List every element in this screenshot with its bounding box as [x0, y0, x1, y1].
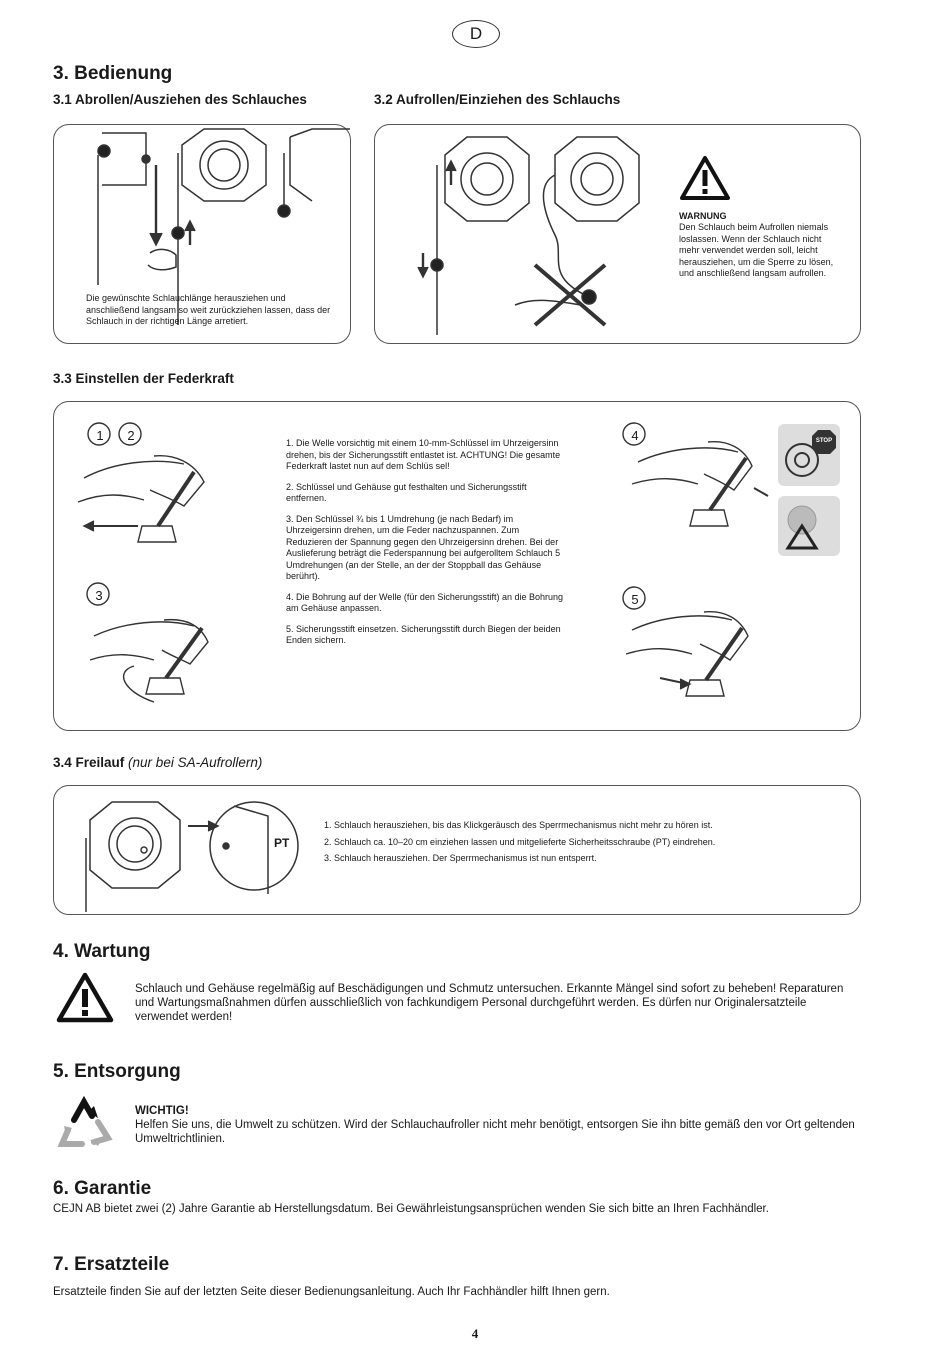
pt-label: PT: [274, 836, 290, 850]
section-5-title: 5. Entsorgung: [53, 1061, 181, 1082]
warning-text: Den Schlauch beim Aufrollen niemals loslassen. Wenn der Schlauch nicht mehr verwendet werden soll, leicht herausziehen, um die Sperre zu lösen, und anschließend langsam aufrollen.: [679, 222, 834, 279]
stop-label: STOP: [815, 438, 833, 444]
warning-title: WARNUNG: [679, 211, 727, 221]
spring-tension-panel: [53, 401, 861, 731]
unroll-caption: Die gewünschte Schlauchlänge herausziehen und anschließend langsam so weit zurückziehen lassen, dass der Schlauch in der richtigen Länge arretiert.: [86, 293, 331, 326]
section-4-title: 4. Wartung: [53, 941, 151, 962]
section-3-4-note: (nur bei SA-Aufrollern): [128, 755, 263, 770]
freewheel-step-1: 1. Schlauch herausziehen, bis das Klickgeräusch des Sperrmechanismus nicht mehr zu hören ist.: [324, 820, 713, 830]
warning-triangle-icon: [679, 155, 731, 201]
spring-step-2: 2. Schlüssel und Gehäuse gut festhalten und Sicherungsstift entfernen.: [286, 481, 527, 503]
spare-parts-text: Ersatzteile finden Sie auf der letzten Seite dieser Bedienungsanleitung. Auch Ihr Fachhändler hilft Ihnen gern.: [53, 1286, 610, 1298]
language-badge: D: [452, 20, 500, 48]
section-7-title: 7. Ersatzteile: [53, 1254, 170, 1275]
step-label-2: 2: [127, 428, 135, 443]
important-label: WICHTIG!: [135, 1105, 189, 1117]
section-3-2-title: 3.2 Aufrollen/Einziehen des Schlauchs: [374, 92, 621, 107]
step-label-3: 3: [95, 588, 103, 603]
recycle-icon: [54, 1094, 116, 1152]
page-number: 4: [471, 1326, 479, 1341]
rewind-panel: [374, 124, 861, 344]
warning-triangle-icon: [55, 972, 115, 1024]
step-label-5: 5: [631, 592, 639, 607]
step-label-4: 4: [631, 428, 639, 443]
freewheel-step-3: 3. Schlauch herausziehen. Der Sperrmechanismus ist nun entsperrt.: [324, 853, 597, 863]
spring-step-4: 4. Die Bohrung auf der Welle (für den Sicherungsstift) an die Bohrung am Gehäuse anpassen.: [286, 591, 563, 613]
warranty-text: CEJN AB bietet zwei (2) Jahre Garantie ab Herstellungsdatum. Bei Gewährleistungsansprüchen wenden Sie sich bitte an Ihren Fachhändler.: [53, 1203, 769, 1215]
spring-step-1: 1. Die Welle vorsichtig mit einem 10-mm-Schlüssel im Uhrzeigersinn drehen, bis der Sicherungsstift entlastet ist. ACHTUNG! Die gesamte Federkraft lastet nun auf dem Schlüs sel!: [286, 438, 561, 471]
spring-step-3: 3. Den Schlüssel ¾ bis 1 Umdrehung (je nach Bedarf) im Uhrzeigersinn drehen, um die Feder nachzuspannen. Zum Reduzieren der Spannung gegen den Uhrzeigersinn drehen. Bei der Auslieferung beträgt die Federspannung bei aufgerolltem Schlauch 5 Umdrehungen (an der Stelle, an der der Stoppball das Gehäuse berührt).: [286, 513, 561, 581]
freewheel-step-2: 2. Schlauch ca. 10–20 cm einziehen lassen und mitgelieferte Sicherheitsschraube (PT) eindrehen.: [324, 836, 716, 847]
step-label-1: 1: [96, 428, 104, 443]
maintenance-text: Schlauch und Gehäuse regelmäßig auf Beschädigungen und Schmutz untersuchen. Erkannte Mängel sind sofort zu beheben! Reparaturen und Wartungsmaßnahmen dürfen ausschließlich von fachkundigem Personal durchgeführt werden. Es dürfen nur Originalersatzteile verwendet werden!: [135, 983, 844, 1023]
section-3-title: 3. Bedienung: [53, 63, 173, 84]
section-3-1-title: 3.1 Abrollen/Ausziehen des Schlauches: [53, 92, 307, 107]
unroll-panel: [53, 124, 351, 344]
section-6-title: 6. Garantie: [53, 1178, 152, 1199]
freewheel-panel: [53, 785, 861, 915]
hose-reel-icon: [375, 125, 675, 343]
disposal-text: Helfen Sie uns, die Umwelt zu schützen. Wird der Schlauchaufroller nicht mehr benötigt, entsorgen Sie ihn bitte gemäß den vor Ort geltenden Umweltrichtlinien.: [135, 1119, 855, 1145]
hose-reel-icon: [54, 786, 294, 914]
section-3-4-title: 3.4 Freilauf: [53, 755, 125, 770]
section-3-3-title: 3.3 Einstellen der Federkraft: [53, 371, 234, 386]
spring-step-5: 5. Sicherungsstift einsetzen. Sicherungsstift durch Biegen der beiden Enden sichern.: [286, 623, 561, 645]
